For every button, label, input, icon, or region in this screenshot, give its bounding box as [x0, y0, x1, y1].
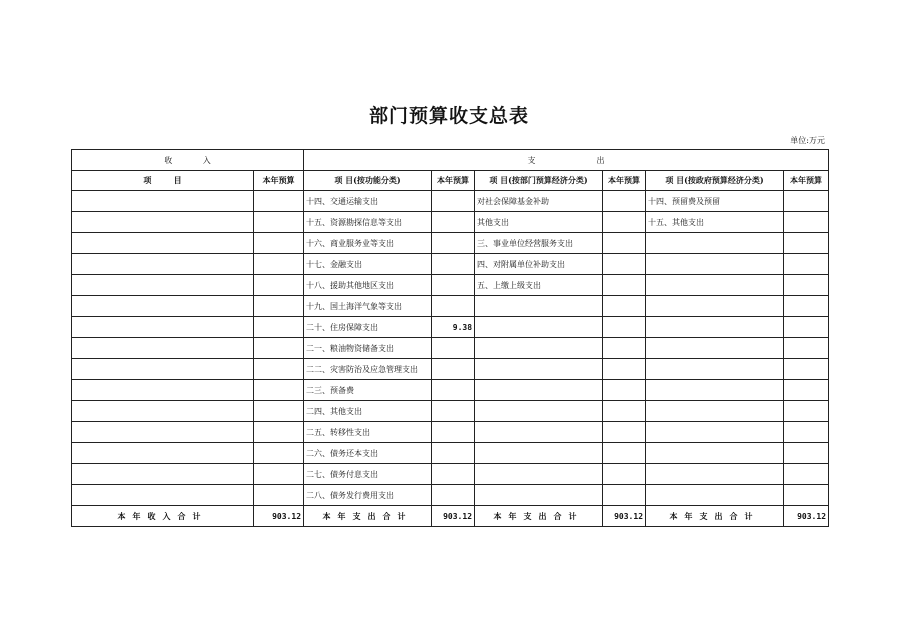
- section-header-row: [72, 150, 829, 171]
- func-item-cell: 二七、债务付息支出: [304, 464, 432, 485]
- income-item-cell: [72, 254, 254, 275]
- income-budget-cell: [254, 380, 304, 401]
- gov-budget-cell: [784, 275, 829, 296]
- func-budget-cell: [432, 275, 475, 296]
- table-row: [72, 254, 829, 275]
- table-row: [72, 296, 829, 317]
- dept-total-label: 本年支出合计: [475, 506, 603, 527]
- gov-item-cell: [646, 422, 784, 443]
- func-budget-cell: [432, 212, 475, 233]
- income-item-cell: [72, 212, 254, 233]
- income-budget-cell: [254, 443, 304, 464]
- column-header-row: [72, 171, 829, 191]
- gov-item-cell: [646, 338, 784, 359]
- gov-budget-cell: [784, 233, 829, 254]
- dept-item-cell: [475, 317, 603, 338]
- func-budget-cell: [432, 359, 475, 380]
- page-title: 部门预算收支总表: [368, 105, 529, 127]
- func-budget-cell: [432, 338, 475, 359]
- dept-item-cell: 三、事业单位经营服务支出: [475, 233, 603, 254]
- dept-budget-cell: [603, 485, 646, 506]
- income-budget-cell: [254, 212, 304, 233]
- income-budget-cell: [254, 254, 304, 275]
- dept-item-cell: [475, 380, 603, 401]
- gov-item-cell: [646, 233, 784, 254]
- table-row: [72, 233, 829, 254]
- gov-budget-cell: [784, 380, 829, 401]
- dept-item-cell: [475, 359, 603, 380]
- gov-item-cell: 十五、其他支出: [646, 212, 784, 233]
- dept-item-cell: 五、上缴上级支出: [475, 275, 603, 296]
- unit-label: 单位:万元: [790, 136, 825, 145]
- col-item: 项 目: [72, 171, 254, 191]
- income-budget-cell: [254, 296, 304, 317]
- income-item-cell: [72, 443, 254, 464]
- func-item-cell: 二三、预备费: [304, 380, 432, 401]
- gov-budget-cell: [784, 443, 829, 464]
- gov-budget-cell: [784, 359, 829, 380]
- income-item-cell: [72, 464, 254, 485]
- func-total-label: 本年支出合计: [304, 506, 432, 527]
- func-item-cell: 十四、交通运输支出: [304, 191, 432, 212]
- func-budget-cell: [432, 380, 475, 401]
- gov-budget-cell: [784, 317, 829, 338]
- gov-budget-cell: [784, 485, 829, 506]
- dept-item-cell: 四、对附属单位补助支出: [475, 254, 603, 275]
- income-budget-cell: [254, 464, 304, 485]
- func-item-cell: 二十、住房保障支出: [304, 317, 432, 338]
- func-budget-cell: [432, 296, 475, 317]
- gov-budget-cell: [784, 338, 829, 359]
- dept-item-cell: 其他支出: [475, 212, 603, 233]
- dept-budget-cell: [603, 212, 646, 233]
- income-header: 收 入: [72, 150, 304, 171]
- gov-budget-cell: [784, 401, 829, 422]
- func-budget-cell: [432, 191, 475, 212]
- dept-item-cell: [475, 401, 603, 422]
- income-budget-cell: [254, 422, 304, 443]
- income-budget-cell: [254, 275, 304, 296]
- dept-budget-cell: [603, 233, 646, 254]
- dept-item-cell: [475, 443, 603, 464]
- func-total-value: 903.12: [432, 506, 475, 527]
- income-budget-cell: [254, 338, 304, 359]
- income-budget-cell: [254, 359, 304, 380]
- income-item-cell: [72, 485, 254, 506]
- income-total-label: 本年收入合计: [72, 506, 254, 527]
- totals-row: [72, 506, 829, 527]
- income-item-cell: [72, 191, 254, 212]
- col-dept-item: 项 目(按部门预算经济分类): [475, 171, 603, 191]
- income-item-cell: [72, 338, 254, 359]
- budget-summary-table: [71, 149, 829, 527]
- income-item-cell: [72, 401, 254, 422]
- gov-item-cell: [646, 380, 784, 401]
- gov-item-cell: [646, 443, 784, 464]
- dept-budget-cell: [603, 443, 646, 464]
- func-item-cell: 二八、债务发行费用支出: [304, 485, 432, 506]
- col-budget-func: 本年预算: [432, 171, 475, 191]
- dept-budget-cell: [603, 275, 646, 296]
- dept-item-cell: 对社会保障基金补助: [475, 191, 603, 212]
- income-budget-cell: [254, 233, 304, 254]
- func-budget-cell: [432, 233, 475, 254]
- income-item-cell: [72, 422, 254, 443]
- table-row: [72, 191, 829, 212]
- func-budget-cell: 9.38: [432, 317, 475, 338]
- table-row: [72, 401, 829, 422]
- expense-header: 支 出: [304, 150, 829, 171]
- gov-item-cell: [646, 359, 784, 380]
- table-row: [72, 275, 829, 296]
- func-budget-cell: [432, 401, 475, 422]
- func-item-cell: 二五、转移性支出: [304, 422, 432, 443]
- dept-item-cell: [475, 485, 603, 506]
- dept-budget-cell: [603, 359, 646, 380]
- dept-total-value: 903.12: [603, 506, 646, 527]
- income-item-cell: [72, 296, 254, 317]
- income-item-cell: [72, 359, 254, 380]
- dept-item-cell: [475, 296, 603, 317]
- gov-item-cell: [646, 485, 784, 506]
- dept-budget-cell: [603, 401, 646, 422]
- dept-budget-cell: [603, 380, 646, 401]
- dept-budget-cell: [603, 254, 646, 275]
- dept-budget-cell: [603, 317, 646, 338]
- col-gov-item: 项 目(按政府预算经济分类): [646, 171, 784, 191]
- table-row: [72, 464, 829, 485]
- dept-budget-cell: [603, 191, 646, 212]
- dept-budget-cell: [603, 464, 646, 485]
- gov-budget-cell: [784, 464, 829, 485]
- income-item-cell: [72, 233, 254, 254]
- income-item-cell: [72, 380, 254, 401]
- dept-item-cell: [475, 464, 603, 485]
- dept-budget-cell: [603, 338, 646, 359]
- func-item-cell: 十八、援助其他地区支出: [304, 275, 432, 296]
- dept-item-cell: [475, 338, 603, 359]
- income-budget-cell: [254, 317, 304, 338]
- gov-item-cell: [646, 254, 784, 275]
- gov-total-value: 903.12: [784, 506, 829, 527]
- func-item-cell: 二二、灾害防治及应急管理支出: [304, 359, 432, 380]
- func-budget-cell: [432, 443, 475, 464]
- gov-item-cell: [646, 464, 784, 485]
- col-budget-gov: 本年预算: [784, 171, 829, 191]
- gov-item-cell: 十四、预留费及预留: [646, 191, 784, 212]
- gov-item-cell: [646, 275, 784, 296]
- func-item-cell: 十五、资源勘探信息等支出: [304, 212, 432, 233]
- gov-item-cell: [646, 296, 784, 317]
- table-row: [72, 338, 829, 359]
- gov-item-cell: [646, 401, 784, 422]
- gov-budget-cell: [784, 212, 829, 233]
- col-func-item: 项 目(按功能分类): [304, 171, 432, 191]
- gov-total-label: 本年支出合计: [646, 506, 784, 527]
- col-budget-dept: 本年预算: [603, 171, 646, 191]
- func-budget-cell: [432, 485, 475, 506]
- gov-item-cell: [646, 317, 784, 338]
- func-item-cell: 十九、国土海洋气象等支出: [304, 296, 432, 317]
- table-row: [72, 422, 829, 443]
- gov-budget-cell: [784, 254, 829, 275]
- gov-budget-cell: [784, 422, 829, 443]
- func-budget-cell: [432, 254, 475, 275]
- income-item-cell: [72, 317, 254, 338]
- table-row: [72, 443, 829, 464]
- income-budget-cell: [254, 191, 304, 212]
- func-budget-cell: [432, 464, 475, 485]
- dept-budget-cell: [603, 296, 646, 317]
- income-total-value: 903.12: [254, 506, 304, 527]
- income-budget-cell: [254, 485, 304, 506]
- table-row: [72, 212, 829, 233]
- table-row: [72, 485, 829, 506]
- dept-budget-cell: [603, 422, 646, 443]
- gov-budget-cell: [784, 191, 829, 212]
- income-item-cell: [72, 275, 254, 296]
- func-item-cell: 二六、债务还本支出: [304, 443, 432, 464]
- table-row: [72, 359, 829, 380]
- col-budget-income: 本年预算: [254, 171, 304, 191]
- func-item-cell: 十六、商业服务业等支出: [304, 233, 432, 254]
- func-item-cell: 十七、金融支出: [304, 254, 432, 275]
- func-budget-cell: [432, 422, 475, 443]
- gov-budget-cell: [784, 296, 829, 317]
- dept-item-cell: [475, 422, 603, 443]
- income-budget-cell: [254, 401, 304, 422]
- table-row: [72, 317, 829, 338]
- func-item-cell: 二一、粮油物资储备支出: [304, 338, 432, 359]
- func-item-cell: 二四、其他支出: [304, 401, 432, 422]
- table-row: [72, 380, 829, 401]
